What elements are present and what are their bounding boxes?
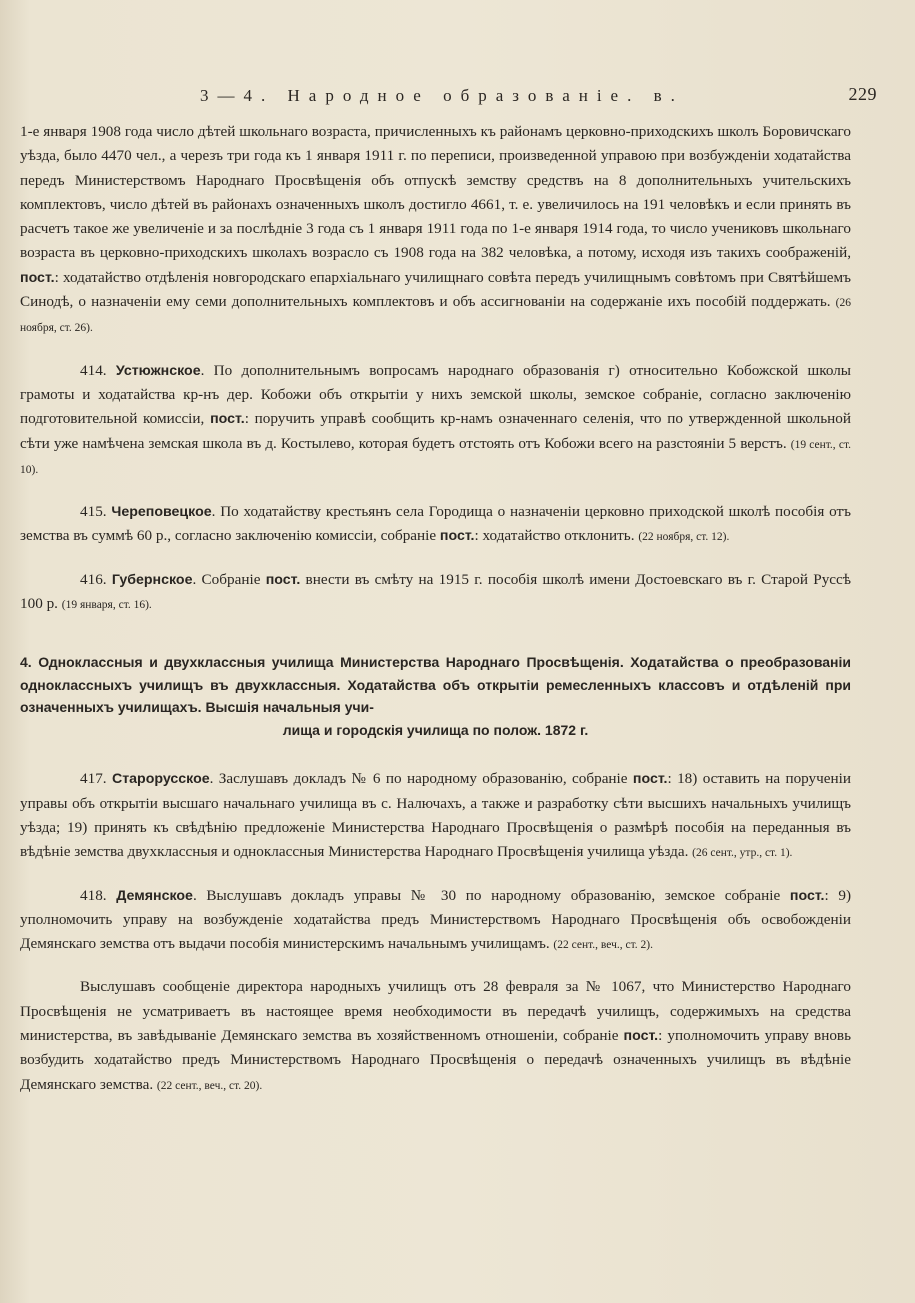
- item-number: 416.: [80, 570, 107, 588]
- paragraph-414: [20, 359, 851, 482]
- citation-ref: (22 сент., веч., ст. 20).: [156, 1079, 263, 1092]
- section-heading: [20, 651, 851, 741]
- item-text-2: : 9) уполномочить управу на возбужденіе ходатайства предъ Министерствомъ Народнаго Просвѣщенія объ освобожденіи Демянскаго земства отъ выдачи пособія министерскимъ начальнымъ училищамъ.: [20, 886, 852, 953]
- paragraph-418-continued: [20, 975, 851, 1097]
- item-text-2: внести въ смѣту на 1915 г. пособія школѣ имени Достоевскаго въ г. Старой Руссѣ 100 р.: [20, 570, 852, 613]
- item-number: 415.: [80, 503, 107, 521]
- item-text: Выслушавъ сообщеніе директора народныхъ училищъ отъ 28 февраля за № 1067, что Министерство Народнаго Просвѣщенія не усматриваетъ въ настоящее время необходимости въ передачѣ училищъ, содержимыхъ на средства министерства, въ завѣдываніе Демянскаго земства въ хозяйственномъ отношеніи, собраніе: [20, 978, 851, 1045]
- item-text: . Выслушавъ докладъ управы № 30 по народному образованію, земское собраніе: [192, 886, 781, 904]
- page-header: [20, 80, 877, 120]
- page-number: 229: [848, 84, 877, 104]
- item-text: . По ходатайству крестьянъ села Городища о назначеніи церковно приходской школѣ пособія отъ земства въ суммѣ 60 р., согласно заключенію комиссіи, собраніе: [20, 503, 851, 545]
- resolution-marker: пост.: [632, 771, 668, 788]
- citation-ref: (22 ноября, ст. 12).: [638, 531, 730, 544]
- resolution-marker: пост.: [789, 887, 825, 904]
- zemstvo-name: Старорусское: [111, 771, 210, 788]
- zemstvo-name: Устюжнское: [115, 362, 201, 379]
- intro-text-2: : ходатайство отдѣленія новгородскаго епархіальнаго училищнаго совѣта передъ училищнымъ совѣтомъ при Святѣйшемъ Синодѣ, о назначеніи ему семи дополнительныхъ комплектовъ и объ ассигнованіи на содержаніе ихъ пособій поддержать.: [20, 268, 851, 311]
- section-heading-text: 4. Одноклассныя и двухклассныя училища Министерства Народнаго Просвѣщенія. Ходатайства о преобразованіи одноклассныхъ училищъ въ двухклассныя. Ходатайства объ открытіи ремесленныхъ классовъ и отдѣленій при означенныхъ училищахъ. Высшія начальныя учи-: [20, 654, 851, 716]
- resolution-marker: пост.: [265, 571, 301, 588]
- intro-text: 1-е января 1908 года число дѣтей школьнаго возраста, причисленныхъ къ районамъ церковно-приходскихъ школъ Боровичскаго уѣзда, было 4470 чел., а черезъ три года къ 1 января 1911 г. по переписи, произведенной управою при возбужденіи ходатайства передъ Министерствомъ Народнаго Просвѣщенія объ отпускѣ земству средствъ на 8 дополнительныхъ учительскихъ комплектовъ, число дѣтей въ районахъ означенныхъ школъ достигло 4661, т. е. увеличилось на 191 человѣкъ и если принять въ расчетъ такое же увеличеніе и за послѣдніе 3 года съ 1 января 1911 года по 1-е января 1914 года, то число учениковъ школьнаго возраста въ церковно-приходскихъ школахъ возрасло съ 1908 года на 382 человѣка, а потому, исходя изъ такихъ соображеній,: [20, 123, 851, 262]
- paragraph-416: [20, 568, 851, 618]
- section-heading-last-line: лища и городскія училища по полож. 1872 г.: [282, 721, 589, 738]
- paragraph-415: [20, 500, 851, 550]
- citation-ref: (19 сент., ст. 10).: [20, 438, 851, 476]
- item-text-2: : 18) оставить на порученіи управы объ открытіи высшаго начальнаго училища въ с. Налючахъ, а также и разработку сѣти высшихъ начальныхъ училищъ уѣзда; 19) принять къ свѣдѣнію предложеніе Министерства Народнаго Просвѣщенія о размѣрѣ пособія на переданныя въ вѣдѣніе земства двухклассныя и одноклассныя Министерства Народнаго Просвѣщенія училища уѣзда.: [20, 770, 852, 861]
- zemstvo-name: Губернское: [111, 571, 193, 588]
- paragraph-417: [20, 767, 851, 865]
- zemstvo-name: Демянское: [116, 887, 193, 904]
- item-text: . Заслушавъ докладъ № 6 по народному образованію, собраніе: [209, 770, 628, 788]
- resolution-marker: пост.: [623, 1028, 659, 1045]
- item-text-2: : ходатайство отклонить.: [474, 527, 635, 545]
- item-text: . По дополнительнымъ вопросамъ народнаго образованія г) относительно Кобожской школы грамоты и ходатайства кр-нъ дер. Кобожи объ открытіи у нихъ земской школы, земское собраніе, согласно заключенію подготовительной комиссіи,: [20, 361, 851, 428]
- item-number: 418.: [80, 886, 107, 904]
- item-number: 414.: [80, 361, 107, 379]
- running-title: 3—4. Народное образованіе. в.: [200, 86, 684, 105]
- item-text-2: : поручить управѣ сообщить кр-намъ означеннаго селенія, что по утвержденной школьной сѣти уже намѣчена земская школа въ д. Костылево, которая будетъ отстоять отъ Кобожи всего на разстояніи 5 верстъ.: [20, 410, 852, 452]
- resolution-marker: пост.: [20, 269, 55, 286]
- citation-ref: (26 сент., утр., ст. 1).: [692, 847, 793, 860]
- citation-ref: (19 января, ст. 16).: [61, 599, 152, 612]
- citation-ref: (26 ноября, ст. 26).: [20, 297, 852, 335]
- resolution-marker: пост.: [439, 528, 475, 545]
- item-text-2: : уполномочить управу вновь возбудить ходатайство предъ Министерствомъ Народнаго Просвѣщенія о передачѣ означенныхъ училищъ въ вѣдѣніе Демянскаго земства.: [20, 1027, 852, 1093]
- paragraph-418: [20, 884, 851, 958]
- item-text: . Собраніе: [192, 570, 261, 588]
- zemstvo-name: Череповецкое: [111, 504, 212, 521]
- citation-ref: (22 сент., веч., ст. 2).: [553, 939, 653, 952]
- paragraph-intro: [20, 120, 851, 341]
- resolution-marker: пост.: [210, 411, 245, 428]
- item-number: 417.: [80, 770, 107, 788]
